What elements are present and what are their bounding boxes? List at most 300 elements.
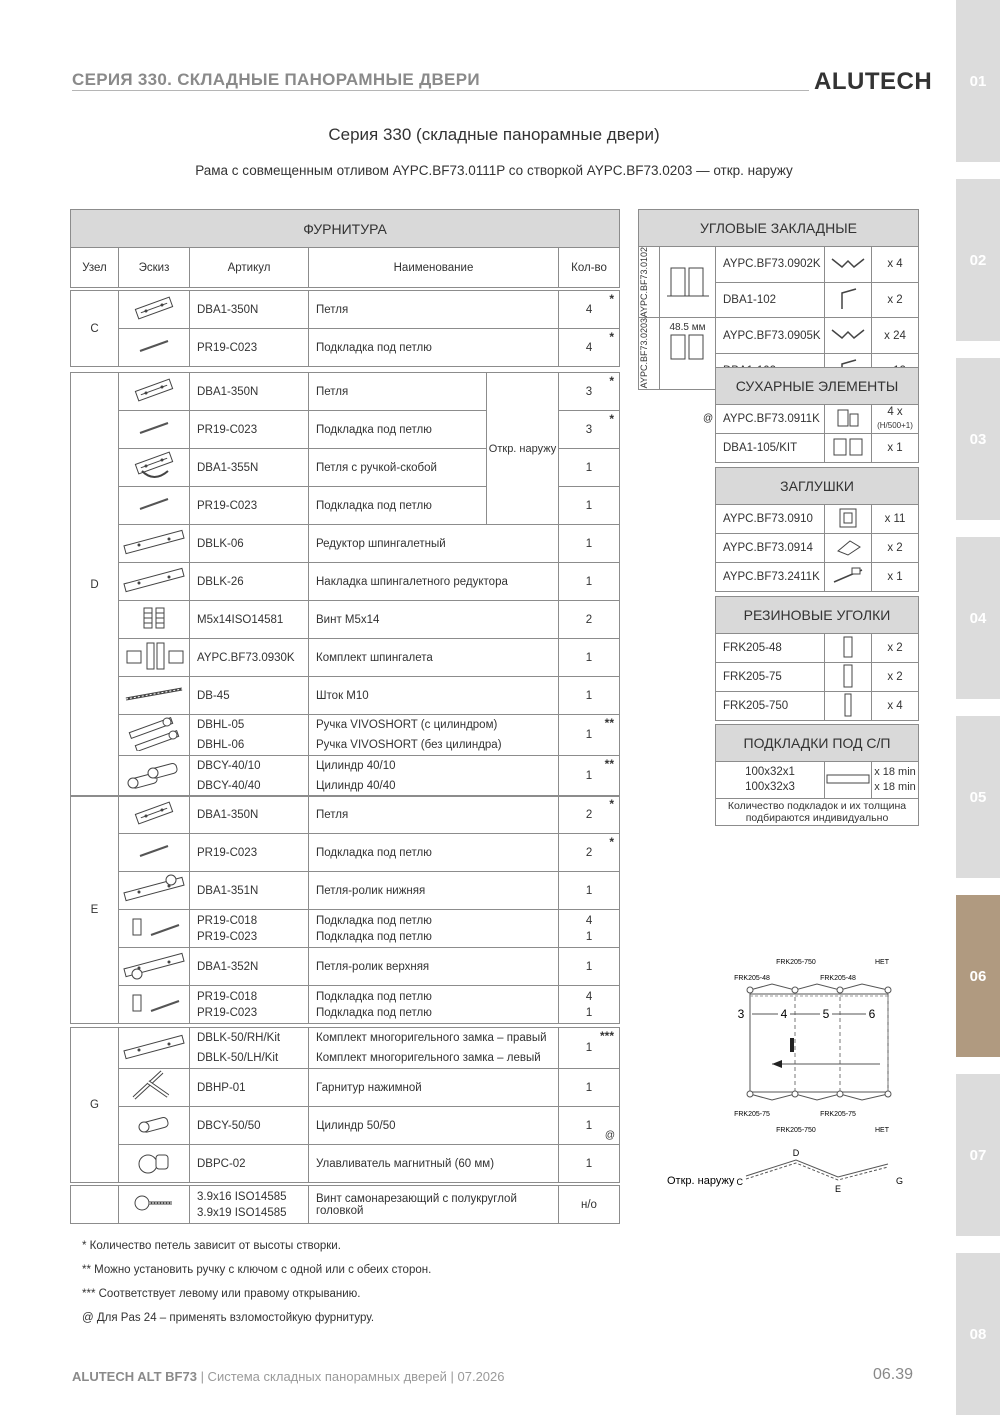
table-row: [716, 692, 919, 721]
dry-title: СУХАРНЫЕ ЭЛЕМЕНТЫ: [716, 368, 919, 405]
article-cell: PR19-C023: [190, 411, 309, 449]
tab-04[interactable]: [956, 537, 1000, 699]
table-row: [71, 948, 620, 986]
name-line: Подкладка под петлю: [316, 990, 432, 1003]
qty-cell: x 11: [872, 505, 919, 534]
qty-cell: x 4: [872, 247, 919, 283]
page-subtitle: Рама с совмещенным отливом AYPC.BF73.0111P со створкой AYPC.BF73.0203 — откр. наружу: [195, 163, 793, 178]
name-cell: Подкладка под петлю: [309, 487, 487, 525]
reducer-sketch: [119, 525, 190, 563]
qty-value: 4: [585, 990, 593, 1003]
qty-cell: x 2: [872, 282, 919, 318]
name-cell: Винт самонарезающий с полукруглой головкой: [309, 1186, 559, 1224]
qty-cell: x 2: [872, 634, 919, 663]
name-cell: Цилиндр 50/50: [309, 1107, 559, 1145]
pad-sketch: [825, 762, 872, 799]
frame-outline: [750, 994, 888, 1092]
note-mark: *: [609, 374, 614, 388]
article-cell: PR19-C023: [190, 487, 309, 525]
node-e-label: E: [834, 1184, 842, 1194]
qty-value: 4: [585, 914, 593, 927]
article-line: DBCY-40/10: [197, 760, 261, 772]
open-direction: Откр. наружу: [487, 373, 559, 525]
name-cell: Подкладка под петлю: [309, 411, 487, 449]
table-row: [71, 677, 620, 715]
rubber-sketch: [825, 634, 872, 663]
name-cell: Накладка шпингалетного редуктора: [309, 563, 559, 601]
qty-value: 4: [585, 341, 593, 354]
table-row: [71, 756, 620, 797]
tab-07[interactable]: [956, 1074, 1000, 1236]
tab-02[interactable]: [956, 179, 1000, 341]
fold-path: [746, 1163, 888, 1180]
table-row: [716, 434, 919, 463]
name-cell: [309, 986, 559, 1024]
name-cell: Петля: [309, 796, 559, 834]
handle-mark: [790, 1038, 794, 1052]
article-cell: AYPC.BF73.0902K: [716, 247, 825, 283]
group-e: [70, 795, 620, 1024]
name-cell: Гарнитур нажимной: [309, 1069, 559, 1107]
node-g-label: G: [896, 1176, 904, 1186]
group-c: [70, 290, 620, 367]
lock-sketch: [119, 1028, 190, 1069]
series-title: СЕРИЯ 330. СКЛАДНЫЕ ПАНОРАМНЫЕ ДВЕРИ: [72, 70, 480, 89]
pad-sizes: [716, 762, 825, 799]
table-row: [639, 318, 919, 354]
col-qty: Кол-во: [559, 248, 620, 288]
table-row: [71, 796, 620, 834]
qty-cell: 1: [559, 639, 620, 677]
screw-sketch: [119, 1186, 190, 1224]
qty-cell: [559, 329, 620, 367]
name-line: Цилиндр 40/40: [316, 780, 396, 792]
rubber-sketch: [825, 663, 872, 692]
qty-value: 4: [585, 303, 593, 316]
pad-sketch: [119, 329, 190, 367]
hinge-sketch: [119, 796, 190, 834]
qty-cell: [559, 373, 620, 411]
name-cell: [309, 1028, 559, 1069]
joint-point: [885, 1091, 891, 1097]
corner-sketch: [825, 318, 872, 354]
qty-cell: 1: [559, 563, 620, 601]
qty-value: 1: [585, 1006, 593, 1019]
qty-cell: [559, 291, 620, 329]
col-node: Узел: [71, 248, 119, 288]
qty-cell: [559, 411, 620, 449]
table-row: [71, 1028, 620, 1069]
footer-description: | Система складных панорамных дверей | 07.2026: [196, 1369, 505, 1384]
name-cell: Петля: [309, 373, 487, 411]
pads-note: Количество подкладок и их толщина подбираются индивидуально: [716, 799, 919, 826]
article-line: DBLK-50/LH/Kit: [197, 1052, 279, 1064]
article-line: DBLK-50/RH/Kit: [197, 1032, 281, 1044]
note-mark: *: [609, 292, 615, 306]
footer-text: [72, 1369, 505, 1384]
plugs-title: ЗАГЛУШКИ: [716, 468, 919, 505]
tab-label: 02: [969, 251, 987, 269]
header-divider: [72, 90, 809, 91]
corner-title: УГЛОВЫЕ ЗАКЛАДНЫЕ: [639, 210, 919, 247]
article-cell: DB-45: [190, 677, 309, 715]
table-row: [71, 525, 620, 563]
node-label: C: [71, 291, 119, 367]
article-cell: PR19-C023: [190, 834, 309, 872]
top-rail: [750, 984, 888, 990]
page-number: 06.39: [873, 1366, 914, 1383]
profile-sketch: [660, 318, 716, 389]
name-cell: Комплект шпингалета: [309, 639, 559, 677]
qty-value: x 18 min: [874, 766, 916, 778]
article-cell: AYPC.BF73.0905K: [716, 318, 825, 354]
profile-1: AYPC.BF73.0102: [639, 247, 649, 318]
note-mark: *: [609, 797, 615, 811]
name-cell: Подкладка под петлю: [309, 329, 559, 367]
col-article: Артикул: [190, 248, 309, 288]
hardware-table: [70, 209, 620, 288]
qty-cell: [559, 834, 620, 872]
cylinder-sketch: [119, 756, 190, 797]
article-cell: [190, 986, 309, 1024]
note-mark: *: [609, 412, 614, 426]
qty-cell: 1: [559, 872, 620, 910]
tab-label: 05: [969, 788, 987, 806]
qty-cell: 1: [559, 449, 620, 487]
name-cell: Улавливатель магнитный (60 мм): [309, 1145, 559, 1183]
cylinder-sketch: [119, 1107, 190, 1145]
note-3: *** Соответствует левому или правому открыванию.: [82, 1288, 361, 1300]
pad-size: 100x32x1: [745, 766, 795, 778]
table-row: [716, 634, 919, 663]
article-cell: DBA1-355N: [190, 449, 309, 487]
article-cell: M5x14ISO14581: [190, 601, 309, 639]
pad-sketch: [119, 834, 190, 872]
name-line: Подкладка под петлю: [316, 914, 432, 927]
table-row: [71, 834, 620, 872]
label-top-48b: FRK205-48: [820, 975, 856, 982]
roller-hinge-sketch: [119, 872, 190, 910]
article-cell: [190, 910, 309, 948]
qty-value: 4 x: [887, 406, 903, 418]
dry-sketch: [825, 405, 872, 434]
qty-value: 1: [585, 930, 593, 943]
rod-sketch: [119, 677, 190, 715]
label-bottom-750: FRK205-750: [776, 1127, 816, 1134]
tab-label: 04: [969, 609, 987, 627]
node-d-label: D: [792, 1148, 800, 1158]
joint-point: [792, 1091, 798, 1097]
page-title: Серия 330 (складные панорамные двери): [328, 125, 660, 144]
qty-value: 2: [585, 808, 593, 821]
footer-brand: ALUTECH ALT BF73: [72, 1369, 197, 1384]
press-handle-sketch: [119, 1069, 190, 1107]
screw-row: [70, 1185, 620, 1224]
pad-plate-sketch: [119, 986, 190, 1024]
qty-value: 1: [585, 1042, 593, 1054]
article-cell: DBA1-350N: [190, 373, 309, 411]
num-5: 5: [822, 1007, 830, 1021]
article-line: DBHL-05: [197, 719, 245, 731]
article-cell: [190, 1186, 309, 1224]
name-line: Цилиндр 40/10: [316, 760, 396, 772]
name-line: Комплект многоригельного замка – левый: [316, 1052, 541, 1064]
article-line: 3.9x16 ISO14585: [197, 1190, 287, 1203]
note-mark: **: [604, 757, 614, 771]
article-line: PR19-C023: [197, 930, 258, 943]
tab-label: 03: [969, 430, 987, 448]
joint-point: [837, 1091, 843, 1097]
article-cell: DBLK-26: [190, 563, 309, 601]
roller-hinge-sketch: [119, 948, 190, 986]
table-row: [71, 601, 620, 639]
col-name: Наименование: [309, 248, 559, 288]
table-row: [716, 505, 919, 534]
node-c-label: C: [736, 1177, 743, 1187]
qty-value: 3: [585, 423, 593, 436]
article-cell: [190, 1028, 309, 1069]
article-cell: FRK205-48: [716, 634, 825, 663]
name-cell: [309, 715, 559, 756]
note-mark: ***: [599, 1029, 614, 1043]
table-row: [716, 563, 919, 592]
tab-03[interactable]: [956, 358, 1000, 520]
name-cell: Подкладка под петлю: [309, 834, 559, 872]
joint-point: [837, 987, 843, 993]
num-4: 4: [780, 1007, 788, 1021]
name-cell: Петля с ручкой-скобой: [309, 449, 487, 487]
note-mark: **: [604, 716, 614, 730]
qty-cell: x 2: [872, 663, 919, 692]
hinge-sketch: [119, 373, 190, 411]
corner-inserts-table: [638, 209, 919, 390]
table-row: [716, 663, 919, 692]
node-label: E: [71, 796, 119, 1024]
table-row: [639, 247, 919, 283]
open-outward-label: Откр. наружу: [667, 1175, 735, 1187]
table-row: [71, 1069, 620, 1107]
name-cell: Петля-ролик верхняя: [309, 948, 559, 986]
qty-cell: x 4: [872, 692, 919, 721]
profile-2: AYPC.BF73.0203: [639, 318, 649, 389]
joint-point: [792, 987, 798, 993]
bottom-rail: [750, 1094, 888, 1100]
table-row: [71, 1186, 620, 1224]
tab-06[interactable]: [956, 895, 1000, 1057]
label-top-48a: FRK205-48: [734, 975, 770, 982]
qty-cell: [559, 756, 620, 797]
name-line: Ручка VIVOSHORT (с цилиндром): [316, 719, 498, 731]
article-cell: [190, 756, 309, 797]
qty-value: x 18 min: [874, 781, 916, 793]
hardware-title: ФУРНИТУРА: [71, 210, 620, 248]
article-line: PR19-C023: [197, 1006, 258, 1019]
table-row: [71, 329, 620, 367]
article-line: 3.9x19 ISO14585: [197, 1206, 287, 1219]
tab-label: 01: [969, 72, 987, 90]
qty-cell: 1: [559, 1145, 620, 1183]
name-cell: Шток M10: [309, 677, 559, 715]
qty-cell: x 24: [872, 318, 919, 354]
bolt-kit-sketch: [119, 639, 190, 677]
article-cell: FRK205-750: [716, 692, 825, 721]
qty-cell: 1: [559, 677, 620, 715]
profile-sketch: [660, 247, 716, 318]
num-6: 6: [868, 1007, 876, 1021]
cover-sketch: [119, 563, 190, 601]
screw-sketch: [119, 601, 190, 639]
name-cell: [309, 910, 559, 948]
article-line: DBHL-06: [197, 739, 245, 751]
tab-05[interactable]: [956, 716, 1000, 878]
corner-sketch: [825, 247, 872, 283]
table-row: [71, 715, 620, 756]
dry-sketch: [825, 434, 872, 463]
joint-point: [747, 987, 753, 993]
table-row: [71, 986, 620, 1024]
pad-sketch: [119, 487, 190, 525]
dry-mark: @: [703, 413, 714, 424]
joint-point: [885, 987, 891, 993]
angle-sketch: [825, 282, 872, 318]
name-cell: Петля-ролик нижняя: [309, 872, 559, 910]
plug-sketch: [825, 505, 872, 534]
magnet-sketch: [119, 1145, 190, 1183]
qty-cell: 1: [559, 948, 620, 986]
tab-08[interactable]: [956, 1253, 1000, 1415]
article-line: DBCY-40/40: [197, 780, 261, 792]
table-row: [71, 373, 620, 411]
note-1: * Количество петель зависит от высоты створки.: [82, 1240, 341, 1252]
label-bottom-75b: FRK205-75: [820, 1111, 856, 1118]
table-row: [71, 910, 620, 948]
num-3: 3: [737, 1007, 745, 1021]
qty-value: 1: [585, 729, 593, 741]
profile-label: [639, 247, 660, 318]
qty-cell: [559, 910, 620, 948]
article-cell: DBA1-350N: [190, 796, 309, 834]
article-line: PR19-C018: [197, 990, 258, 1003]
qty-cell: [559, 986, 620, 1024]
qty-cell: x 1: [872, 434, 919, 463]
profile-label: [639, 318, 660, 389]
pad-plate-sketch: [119, 910, 190, 948]
hinge-sketch: [119, 291, 190, 329]
direction-arrow: [772, 1060, 782, 1068]
dimension-label: 48.5 мм: [669, 322, 706, 334]
pads-title: ПОДКЛАДКИ ПОД С/П: [716, 725, 919, 762]
qty-cell: н/о: [559, 1186, 620, 1224]
article-cell: DBA1-351N: [190, 872, 309, 910]
article-cell: AYPC.BF73.0914: [716, 534, 825, 563]
col-sketch: Эскиз: [119, 248, 190, 288]
name-cell: Петля: [309, 291, 559, 329]
article-cell: PR19-C023: [190, 329, 309, 367]
name-cell: [309, 756, 559, 797]
rubber-sketch: [825, 692, 872, 721]
tab-label: 08: [969, 1325, 987, 1343]
qty-cell: [559, 796, 620, 834]
article-cell: AYPC.BF73.2411K: [716, 563, 825, 592]
qty-cell: [559, 1107, 620, 1145]
tab-label: 07: [969, 1146, 987, 1164]
article-cell: DBA1-352N: [190, 948, 309, 986]
pad-size: 100x32x3: [745, 781, 795, 793]
article-cell: DBCY-50/50: [190, 1107, 309, 1145]
label-bottom-75a: FRK205-75: [734, 1111, 770, 1118]
qty-value: 1: [585, 1119, 593, 1132]
qty-cell: [872, 405, 919, 434]
note-2: ** Можно установить ручку с ключом с одной или с обеих сторон.: [82, 1264, 432, 1276]
table-row: [71, 639, 620, 677]
table-row: [71, 1145, 620, 1183]
group-d: [70, 372, 620, 797]
label-top-net: НЕТ: [875, 959, 889, 966]
name-line: Ручка VIVOSHORT (без цилиндра): [316, 739, 502, 751]
qty-cell: 1: [559, 1069, 620, 1107]
note-mark: *: [609, 835, 615, 849]
article-cell: DBHP-01: [190, 1069, 309, 1107]
node-empty: [71, 1186, 119, 1224]
qty-cell: 1: [559, 487, 620, 525]
node-label: D: [71, 373, 119, 797]
table-row: [71, 1107, 620, 1145]
article-cell: AYPC.BF73.0910: [716, 505, 825, 534]
note-mark: @: [604, 1130, 615, 1141]
label-top-750: FRK205-750: [776, 959, 816, 966]
article-cell: [190, 715, 309, 756]
plug-sketch: [825, 534, 872, 563]
door-layout-diagram: [660, 950, 910, 1200]
pad-sketch: [119, 411, 190, 449]
qty-cell: 2: [559, 601, 620, 639]
name-cell: Редуктор шпингалетный: [309, 525, 559, 563]
table-row: [71, 872, 620, 910]
article-cell: DBA1-350N: [190, 291, 309, 329]
rubber-corners-table: [715, 596, 919, 721]
table-row: [716, 762, 919, 799]
dry-elements-table: [715, 367, 919, 463]
name-line: Комплект многоригельного замка – правый: [316, 1032, 547, 1044]
article-cell: DBPC-02: [190, 1145, 309, 1183]
joint-point: [747, 1091, 753, 1097]
article-line: PR19-C018: [197, 914, 258, 927]
article-cell: DBLK-06: [190, 525, 309, 563]
label-bottom-net: НЕТ: [875, 1127, 889, 1134]
tab-01[interactable]: [956, 0, 1000, 162]
qty-value: 2: [585, 846, 593, 859]
note-4: @ Для Pas 24 – применять взломостойкую фурнитуру.: [82, 1312, 375, 1324]
article-cell: AYPC.BF73.0911K: [716, 405, 825, 434]
qty-formula: (H/500+1): [877, 421, 913, 430]
note-mark: *: [609, 330, 615, 344]
table-row: [71, 563, 620, 601]
name-line: Подкладка под петлю: [316, 930, 432, 943]
qty-cell: [559, 715, 620, 756]
article-cell: FRK205-75: [716, 663, 825, 692]
qty-cell: x 1: [872, 563, 919, 592]
article-cell: AYPC.BF73.0930K: [190, 639, 309, 677]
qty-value: 1: [585, 770, 593, 782]
brand-logo: ALUTECH: [814, 68, 933, 95]
qty-cell: x 2: [872, 534, 919, 563]
group-g: [70, 1027, 620, 1183]
qty-cell: [872, 762, 919, 799]
article-cell: DBA1-102: [716, 282, 825, 318]
name-cell: Винт M5x14: [309, 601, 559, 639]
tab-label: 06: [969, 967, 987, 985]
hinge-handle-sketch: [119, 449, 190, 487]
